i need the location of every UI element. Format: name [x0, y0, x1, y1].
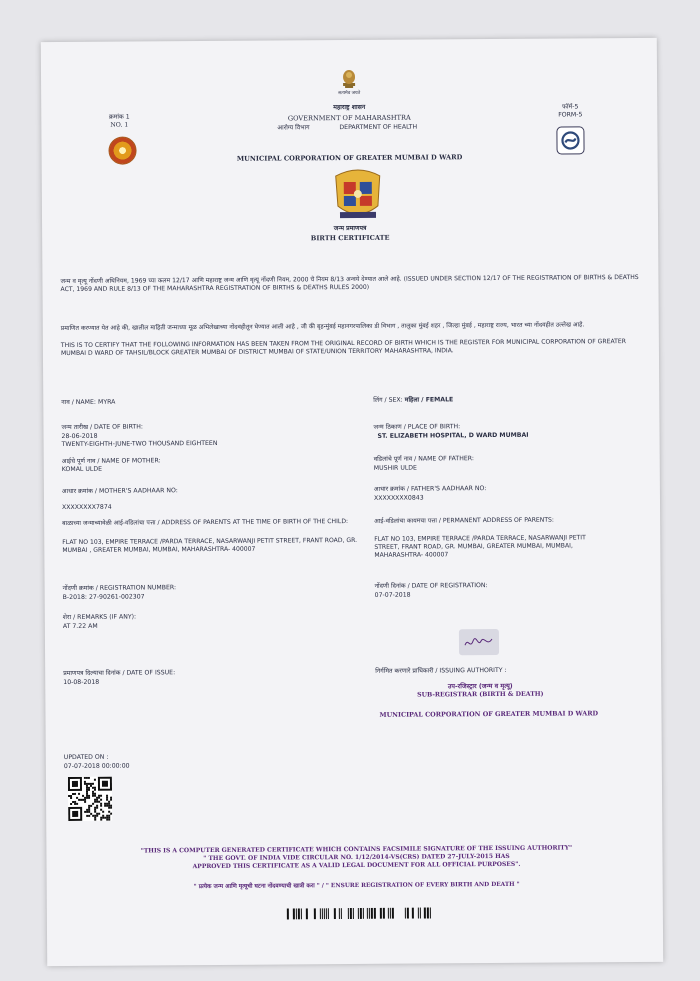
address-at-birth-label: बाळाच्या जन्माच्यावेळी आई-वडिलांचा पत्ता / ADDRESS OF PARENTS AT THE TIME OF BIRTH OF THE CHILD:	[62, 518, 349, 528]
remarks-label: शेरा / REMARKS (IF ANY):	[62, 613, 137, 622]
reg-no-label: नोंदणी क्रमांक / REGISTRATION NUMBER:	[62, 584, 177, 593]
issued-under-text	[60, 274, 652, 295]
footer-line-3: APPROVED THIS CERTIFICATE AS A VALID LEGAL DOCUMENT FOR ALL OFFICIAL PURPOSES".	[192, 860, 521, 871]
father-aadhaar-value: XXXXXXXX0843	[373, 494, 424, 502]
govt-marathi: महाराष्ट्र शासन	[333, 103, 366, 112]
father-label: वडिलांचे पूर्ण नाव / NAME OF FATHER:	[373, 455, 474, 463]
reg-date-label: नोंदणी दिनांक / DATE OF REGISTRATION:	[374, 582, 488, 590]
sex-label: लिंग / SEX: महिला / FEMALE	[373, 396, 454, 404]
certificate-paper	[41, 38, 663, 966]
sex-value: महिला / FEMALE	[404, 396, 454, 404]
certify-english: THIS IS TO CERTIFY THAT THE FOLLOWING INFORMATION HAS BEEN TAKEN FROM THE ORIGINAL RECORD OF BIRTH WHICH IS THE REGISTER FOR MUNICIPAL CORPORATION OF GREATER MUMBAI D WARD OF TAHSIL/BLOCK GREATER MUMBAI OF DISTRICT MUMBAI OF STATE/UNION TERRITORY MAHARASHTRA, INDIA.	[60, 338, 627, 358]
reg-date-value: 07-07-2018	[374, 591, 411, 599]
dept-title: DEPARTMENT OF HEALTH	[339, 123, 418, 132]
authority-title: SUB-REGISTRAR (BIRTH & DEATH)	[417, 690, 544, 699]
dept-marathi: आरोग्य विभाग	[277, 124, 310, 132]
form-no: FORM-5	[558, 111, 583, 119]
address-at-birth-value: FLAT NO 103, EMPIRE TERRACE /PARDA TERRACE, NASARWANJI PETIT STREET, FRANT ROAD, GR. MUMBAI , GREATER MUMBAI, MUMBAI, MAHARASHTRA- 400007	[62, 536, 358, 555]
issued-under-marathi: जन्म व मृत्यू नोंदणी अधिनियम, 1969 च्या कलम 12/17 आणि महाराष्ट्र जन्म आणि मृत्यू नोंदणी नियम, 2000 चे नियम 8/13 अन्वये देण्यात आले आहे.	[60, 275, 402, 286]
updated-label: UPDATED ON :	[63, 753, 109, 762]
name-label: नाव / NAME: MYRA	[61, 398, 116, 407]
dob-value: 28-06-2018	[61, 432, 98, 441]
issued-under-english: (ISSUED UNDER SECTION 12/17 OF THE REGISTRATION OF BIRTHS & DEATHS ACT, 1969 AND RULE 8/13 OF THE MAHARASHTRA REGISTRATION OF BIRTHS & DEATHS RULES 2000)	[60, 273, 639, 294]
permanent-address-value: FLAT NO 103, EMPIRE TERRACE /PARDA TERRACE, NASARWANJI PETIT STREET, FRANT ROAD, GR. MUMBAI, GREATER MUMBAI, MUMBAI, MAHARASHTRA- 400007	[374, 534, 586, 560]
bmc-crest-icon	[328, 166, 388, 228]
qr-code-icon	[68, 777, 112, 821]
cert-title-marathi: जन्म प्रमाणपत्र	[333, 224, 367, 233]
govt-title: GOVERNMENT OF MAHARASHTRA	[287, 113, 411, 123]
authority-corporation: MUNICIPAL CORPORATION OF GREATER MUMBAI D WARD	[379, 709, 599, 719]
pob-value: ST. ELIZABETH HOSPITAL, D WARD MUMBAI	[377, 431, 529, 440]
remarks-value: AT 7.22 AM	[62, 622, 98, 631]
issue-date-label: प्रमाणपत्र दिल्याचा दिनांक / DATE OF ISSUE:	[63, 669, 176, 678]
updated-value: 07-07-2018 00:00:00	[63, 762, 130, 771]
footer-line-1: "THIS IS A COMPUTER GENERATED CERTIFICATE WHICH CONTAINS FACSIMILE SIGNATURE OF THE ISSUING AUTHORITY"	[140, 844, 573, 855]
maharashtra-seal-icon	[108, 136, 136, 164]
issue-date-value: 10-08-2018	[63, 678, 100, 687]
reg-no-value: B-2018: 27-90261-002307	[62, 593, 145, 602]
emblem-motto: सत्यमेव जयते	[338, 90, 361, 97]
authority-marathi: उप-रजिस्ट्रार (जन्म व मृत्यू)	[447, 681, 513, 691]
permanent-address-label: आई-वडिलांचा कायमचा पत्ता / PERMANENT ADDRESS OF PARENTS:	[374, 516, 554, 525]
certify-marathi: प्रमाणित करण्यात येत आहे की, खालील माहिती जन्माच्या मूळ अभिलेखाच्या नोंदवहीतून घेण्यात आली आहे , जी की बृहन्मुंबई महानगरपालिका डी विभाग , तालुका मुंबई शहर , जिल्हा मुंबई , महाराष्ट्र राज्य, भारत च्या नोंदवहीत उल्लेख आहे.	[60, 321, 585, 333]
barcode-icon	[285, 903, 431, 923]
footer-line-2: " THE GOVT. OF INDIA VIDE CIRCULAR NO. 1/12/2014-VS(CRS) DATED 27-JULY-2015 HAS	[203, 852, 510, 863]
pob-label: जन्म ठिकाण / PLACE OF BIRTH:	[373, 423, 461, 431]
serial-no: NO. 1	[110, 121, 129, 129]
authority-label: निर्गमित करणारे प्राधिकारी / ISSUING AUTHORITY :	[375, 666, 507, 675]
mother-aadhaar-label: आधार क्रमांक / MOTHER'S AADHAAR NO:	[61, 487, 178, 496]
footer-slogan: " प्रत्येक जन्म आणि मृत्यूची घटना नोंदवण्याची खात्री करा " / " ENSURE REGISTRATION OF EVERY BIRTH AND DEATH "	[193, 881, 520, 891]
dob-words: TWENTY-EIGHTH-JUNE-TWO THOUSAND EIGHTEEN	[61, 439, 218, 449]
mother-aadhaar-value: XXXXXXXX7874	[62, 503, 112, 512]
cert-title: BIRTH CERTIFICATE	[310, 233, 390, 243]
father-aadhaar-label: आधार क्रमांक / FATHER'S AADHAAR NO:	[373, 485, 487, 493]
serial-no-marathi: क्रमांक 1	[108, 113, 130, 121]
signature-icon	[459, 629, 499, 655]
name-value: MYRA	[97, 398, 116, 406]
corporation-title: MUNICIPAL CORPORATION OF GREATER MUMBAI D WARD	[236, 153, 463, 163]
mother-value: KOMAL ULDE	[61, 465, 103, 474]
crs-logo-icon	[556, 126, 584, 154]
dob-label: जन्म तारीख / DATE OF BIRTH:	[61, 423, 143, 432]
form-no-marathi: फॉर्म-5	[562, 103, 579, 111]
father-value: MUSHIR ULDE	[373, 464, 417, 472]
mother-label: आईचे पूर्ण नाव / NAME OF MOTHER:	[61, 457, 161, 466]
